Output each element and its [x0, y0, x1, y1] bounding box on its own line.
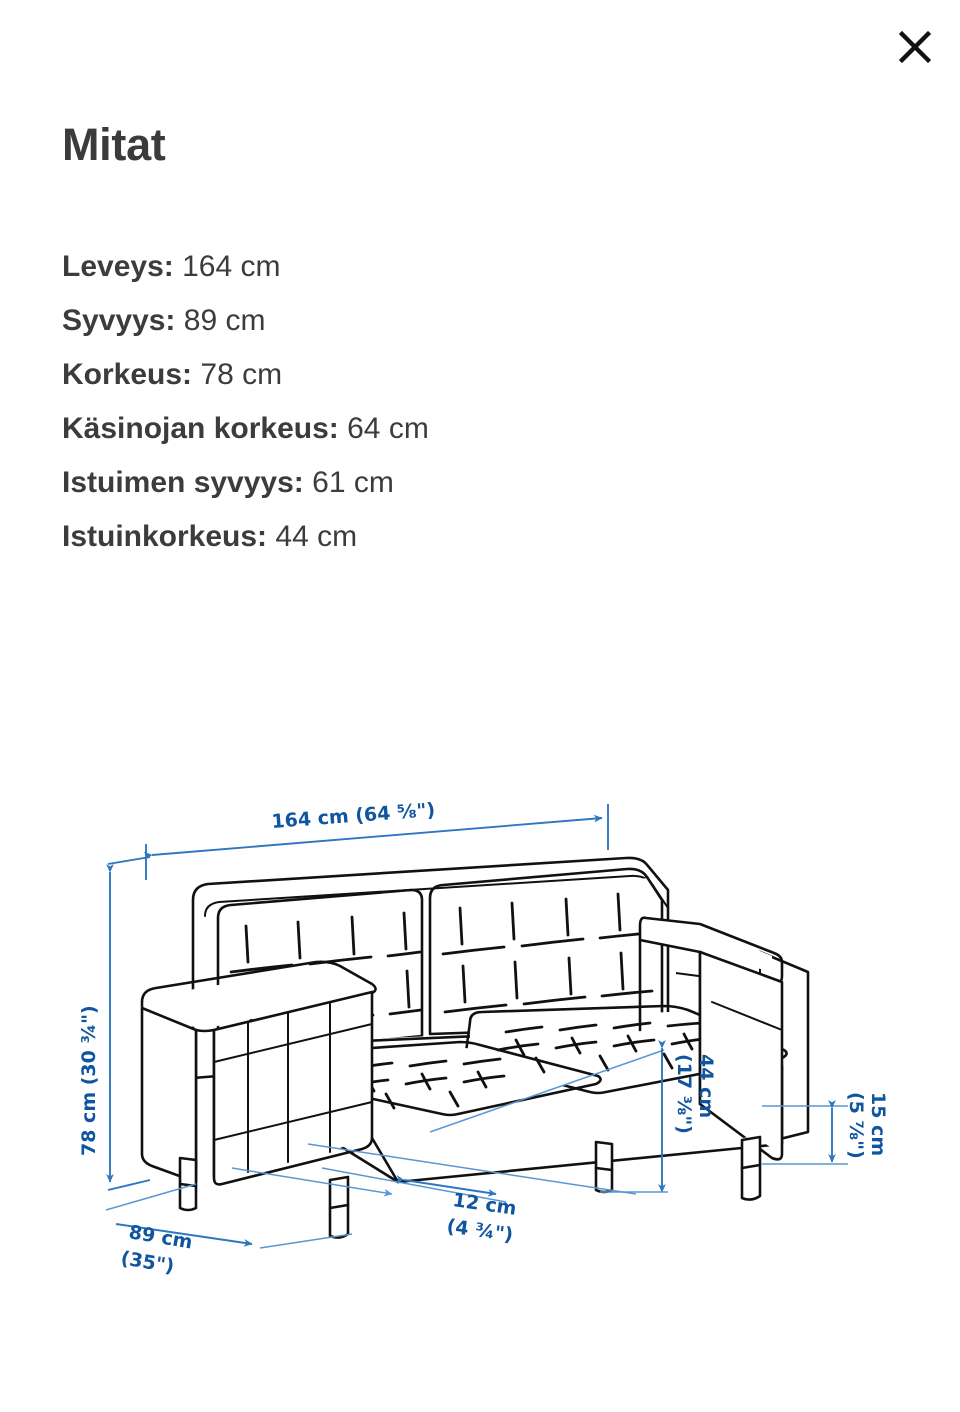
spec-label: Käsinojan korkeus:	[62, 412, 339, 445]
sofa-leg	[742, 1136, 760, 1200]
dimension-spec-list	[62, 240, 762, 564]
dimension-width-label: 164 cm (64 ⅝")	[270, 799, 436, 833]
dimension-clearance-label-line1: 12 cm	[451, 1189, 518, 1220]
dimension-leg-height-label-line2: (5 ⅞")	[845, 1092, 867, 1159]
dimension-clearance-label-line2: (4 ¾")	[445, 1215, 515, 1247]
dimension-width	[146, 799, 608, 880]
spec-row	[62, 402, 762, 456]
spec-label: Leveys:	[62, 250, 174, 283]
spec-value: 61 cm	[312, 466, 394, 499]
spec-value: 164 cm	[182, 250, 281, 283]
spec-label: Istuinkorkeus:	[62, 520, 268, 553]
spec-row	[62, 294, 762, 348]
spec-row	[62, 510, 762, 564]
diagram-svg	[0, 740, 960, 1300]
spec-row	[62, 240, 762, 294]
page-title: Mitat	[62, 119, 166, 170]
spec-label: Istuimen syvyys:	[62, 466, 304, 499]
dimension-leg-height-label-line1: 15 cm	[867, 1092, 889, 1157]
dimension-depth-label-line2: (35")	[119, 1247, 176, 1278]
close-button[interactable]	[884, 16, 946, 78]
sofa-illustration	[142, 858, 808, 1238]
spec-row	[62, 456, 762, 510]
spec-label: Korkeus:	[62, 358, 193, 391]
dimension-seat-height-label-line1: 44 cm	[695, 1054, 717, 1119]
spec-row	[62, 348, 762, 402]
spec-value: 64 cm	[347, 412, 429, 445]
dimension-height	[78, 857, 150, 1190]
sofa-dimension-diagram	[0, 740, 960, 1300]
spec-value: 89 cm	[183, 304, 266, 337]
dimension-seat-height-label-line2: (17 ⅜")	[673, 1054, 695, 1134]
close-icon	[895, 27, 935, 67]
dimension-height-label: 78 cm (30 ¾")	[78, 1005, 100, 1156]
sofa-leg	[596, 1142, 612, 1192]
spec-value: 78 cm	[200, 358, 283, 391]
spec-label: Syvyys:	[62, 304, 176, 337]
dimension-depth-label-line1: 89 cm	[127, 1221, 195, 1254]
spec-value: 44 cm	[275, 520, 358, 553]
